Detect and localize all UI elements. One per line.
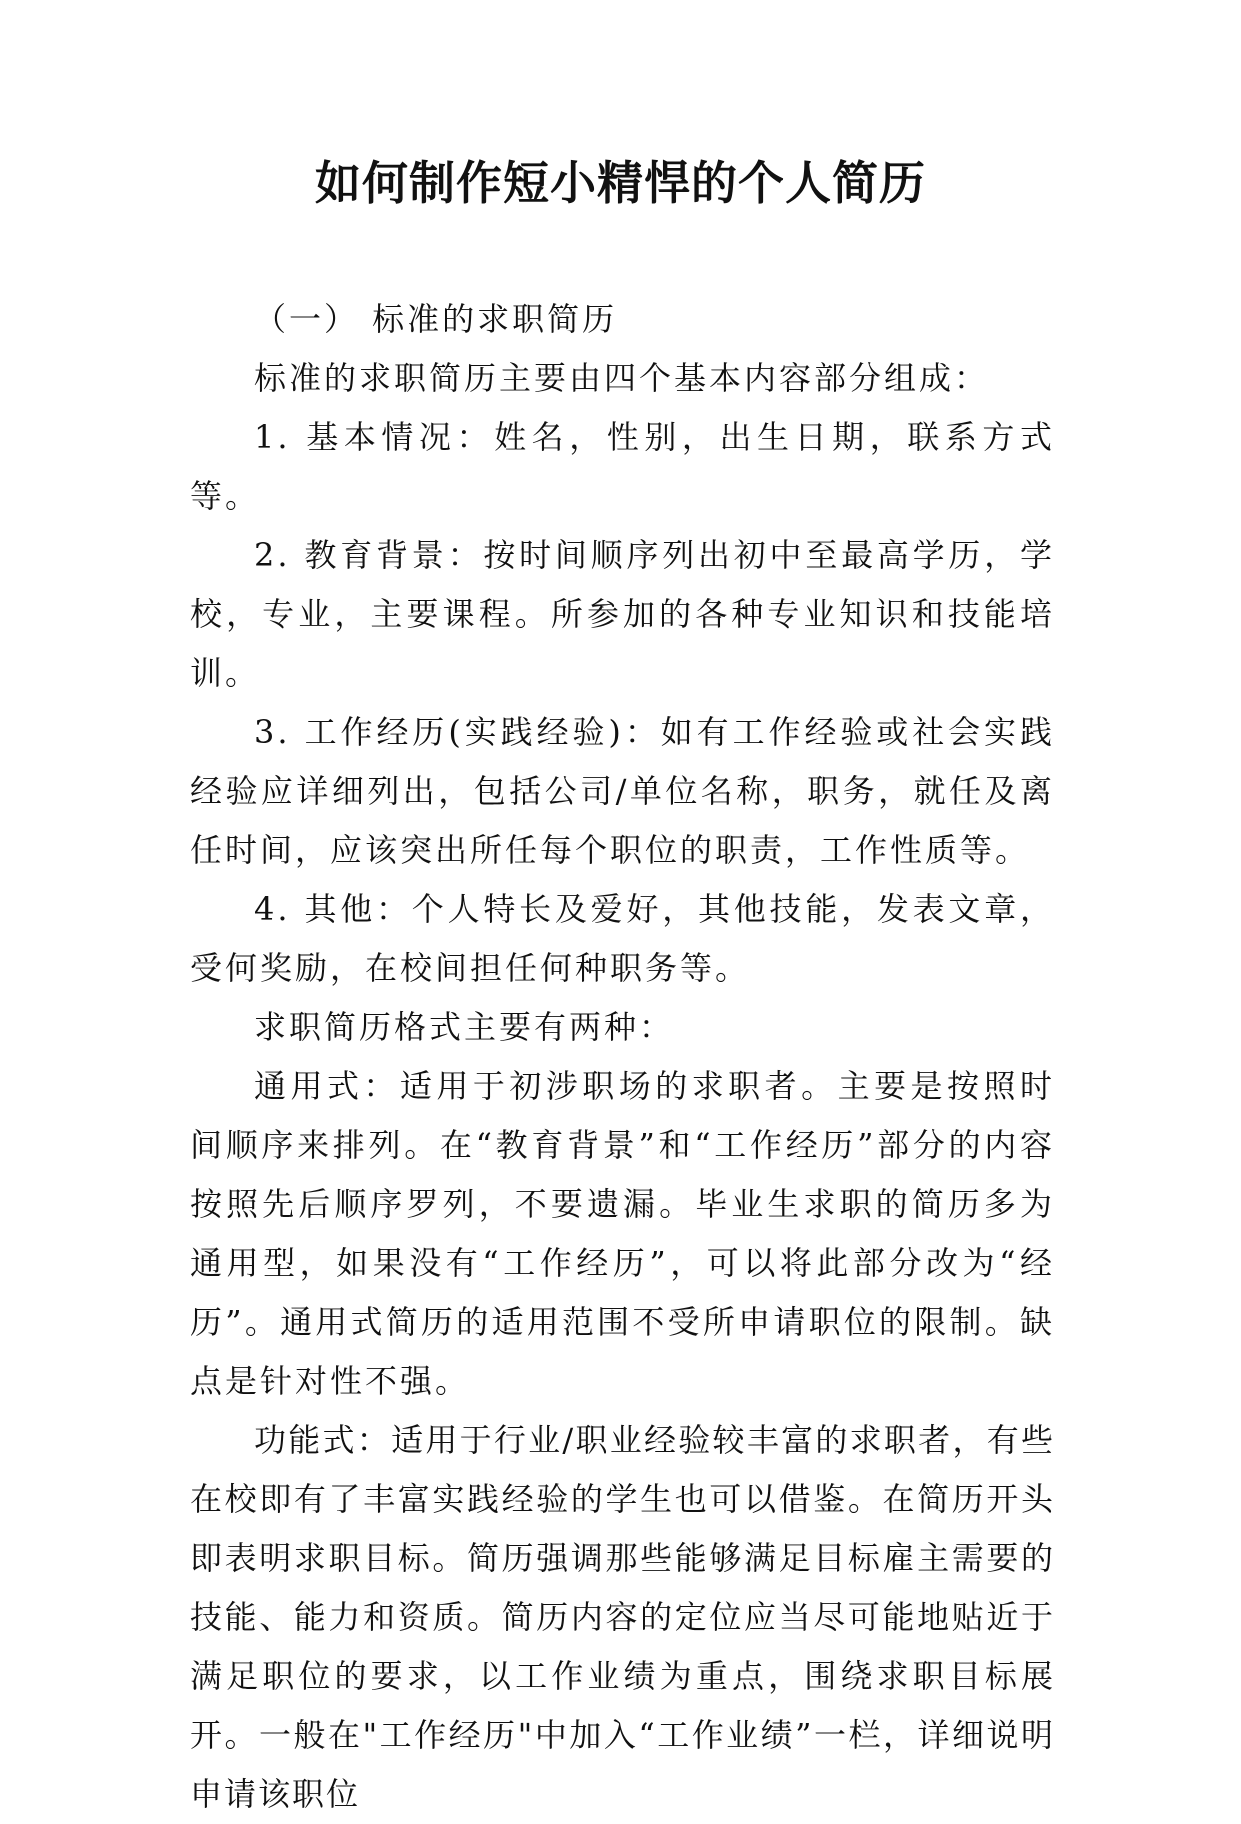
list-item-basic-info: 1. 基本情况：姓名，性别，出生日期，联系方式等。 <box>190 418 1055 515</box>
paragraph: 求职简历格式主要有两种： <box>254 1008 675 1046</box>
document-body <box>190 290 1055 1824</box>
list-item-other: 4. 其他：个人特长及爱好，其他技能，发表文章，受何奖励，在校间担任何种职务等。 <box>190 890 1055 987</box>
paragraph: 标准的求职简历主要由四个基本内容部分组成： <box>254 359 990 397</box>
paragraph-general-format: 通用式：适用于初涉职场的求职者。主要是按照时间顺序来排列。在“教育背景”和“工作经历”部分的内容按照先后顺序罗列，不要遗漏。毕业生求职的简历多为通用型，如果没有“工作经历”，可以将此部分改为“经历”。通用式简历的适用范围不受所申请职位的限制。缺点是针对性不强。 <box>190 1067 1055 1400</box>
section-heading: （一） 标准的求职简历 <box>254 300 618 338</box>
paragraph-functional-format: 功能式：适用于行业/职业经验较丰富的求职者，有些在校即有了丰富实践经验的学生也可以借鉴。在简历开头即表明求职目标。简历强调那些能够满足目标雇主需要的技能、能力和资质。简历内容的定位应当尽可能地贴近于满足职位的要求，以工作业绩为重点，围绕求职目标展开。一般在"工作经历"中加入“工作业绩”一栏，详细说明申请该职位 <box>190 1421 1055 1813</box>
list-item-education: 2. 教育背景：按时间顺序列出初中至最高学历，学校，专业，主要课程。所参加的各种专业知识和技能培训。 <box>190 536 1055 692</box>
document-title: 如何制作短小精悍的个人简历 <box>315 156 926 210</box>
list-item-work-experience: 3. 工作经历(实践经验)：如有工作经验或社会实践经验应详细列出，包括公司/单位名称，职务，就任及离任时间，应该突出所任每个职位的职责，工作性质等。 <box>190 713 1055 869</box>
